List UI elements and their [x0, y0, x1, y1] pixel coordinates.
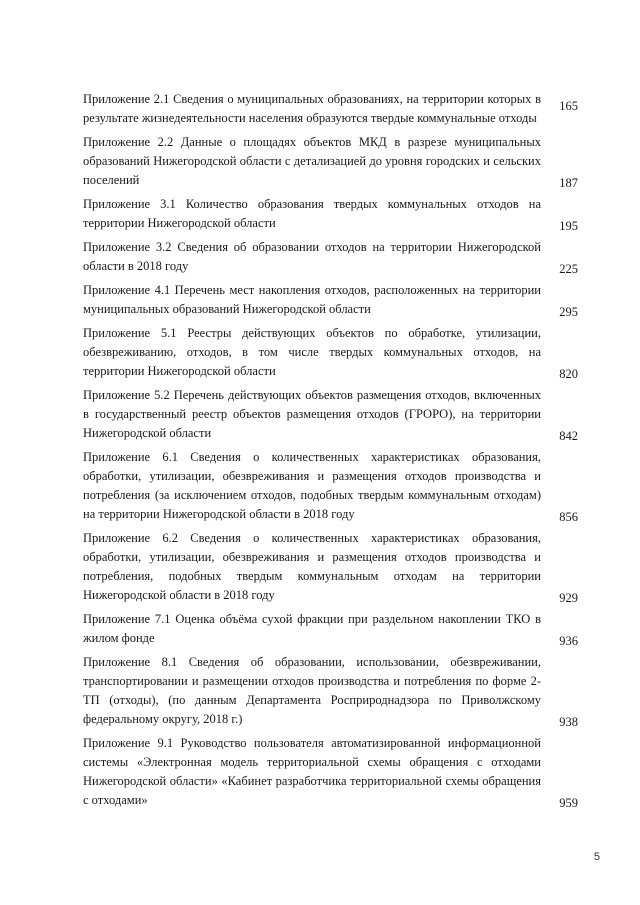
toc-entry-title: Приложение 2.1 Сведения о муниципальных образованиях, на территории которых в результате жизнедеятельности населения образуются твердые коммунальные отходы: [83, 92, 541, 125]
toc-entry-title: Приложение 9.1 Руководство пользователя автоматизированной информационной системы «Электронная модель территориальной схемы обращения с отходами Нижегородской области» «Кабинет разработчика территориальной схемы обращения с отходами»: [83, 736, 541, 807]
toc-entry[interactable]: [83, 734, 578, 810]
toc-entry-title: Приложение 5.1 Реестры действующих объектов по обработке, утилизации, обезвреживанию, отходов, в том числе твердых коммунальных отходов, на территории Нижегородской области: [83, 326, 541, 378]
toc-entry-title: Приложение 7.1 Оценка объёма сухой фракции при раздельном накоплении ТКО в жилом фонде: [83, 612, 541, 645]
toc-entry-title: Приложение 8.1 Сведения об образовании, использовании, обезвреживании, транспортировании и размещении отходов производства и потребления по форме 2-ТП (отходы), (по данным Департамента Росприроднадзора по Приволжскому федеральному округу, 2018 г.): [83, 655, 541, 726]
toc-entry[interactable]: [83, 195, 578, 233]
toc-entry[interactable]: [83, 529, 578, 605]
toc-entry-page: 195: [559, 219, 578, 233]
toc-entry-page: 295: [559, 305, 578, 319]
toc-entry[interactable]: [83, 281, 578, 319]
page-number: 5: [593, 851, 600, 863]
toc-entry[interactable]: [83, 610, 578, 648]
toc-entry-title: Приложение 2.2 Данные о площадях объектов МКД в разрезе муниципальных образований Нижегородской области с детализацией до уровня городских и сельских поселений: [83, 135, 541, 187]
toc-entry-title: Приложение 6.2 Сведения о количественных характеристиках образования, обработки, утилизации, обезвреживания и размещения отходов производства и потребления, подобных твердым коммунальным отходам на территории Нижегородской области в 2018 году: [83, 531, 541, 602]
toc-entry[interactable]: [83, 324, 578, 381]
toc-entry-title: Приложение 6.1 Сведения о количественных характеристиках образования, обработки, утилизации, обезвреживания и размещения отходов производства и потребления (за исключением отходов, подобных твердым коммунальным отходам) на территории Нижегородской области в 2018 году: [83, 450, 541, 521]
table-of-contents: [83, 90, 578, 815]
toc-entry-title: Приложение 3.2 Сведения об образовании отходов на территории Нижегородской области в 2018 году: [83, 240, 541, 273]
toc-entry-page: 856: [559, 510, 578, 524]
toc-entry[interactable]: [83, 238, 578, 276]
toc-entry[interactable]: [83, 133, 578, 190]
toc-entry-title: Приложение 4.1 Перечень мест накопления отходов, расположенных на территории муниципальных образований Нижегородской области: [83, 283, 541, 316]
toc-entry-page: 938: [559, 715, 578, 729]
toc-entry[interactable]: [83, 90, 578, 128]
toc-entry-page: 936: [559, 634, 578, 648]
toc-entry-page: 187: [559, 176, 578, 190]
toc-entry-title: Приложение 5.2 Перечень действующих объектов размещения отходов, включенных в государственный реестр объектов размещения отходов (ГРОРО), на территории Нижегородской области: [83, 388, 541, 440]
toc-entry-page: 959: [559, 796, 578, 810]
toc-entry[interactable]: [83, 653, 578, 729]
toc-entry[interactable]: [83, 448, 578, 524]
toc-entry[interactable]: [83, 386, 578, 443]
toc-entry-page: 165: [559, 99, 578, 113]
toc-entry-page: 225: [559, 262, 578, 276]
toc-entry-title: Приложение 3.1 Количество образования твердых коммунальных отходов на территории Нижегородской области: [83, 197, 541, 230]
toc-entry-page: 842: [559, 429, 578, 443]
toc-entry-page: 929: [559, 591, 578, 605]
toc-entry-page: 820: [559, 367, 578, 381]
